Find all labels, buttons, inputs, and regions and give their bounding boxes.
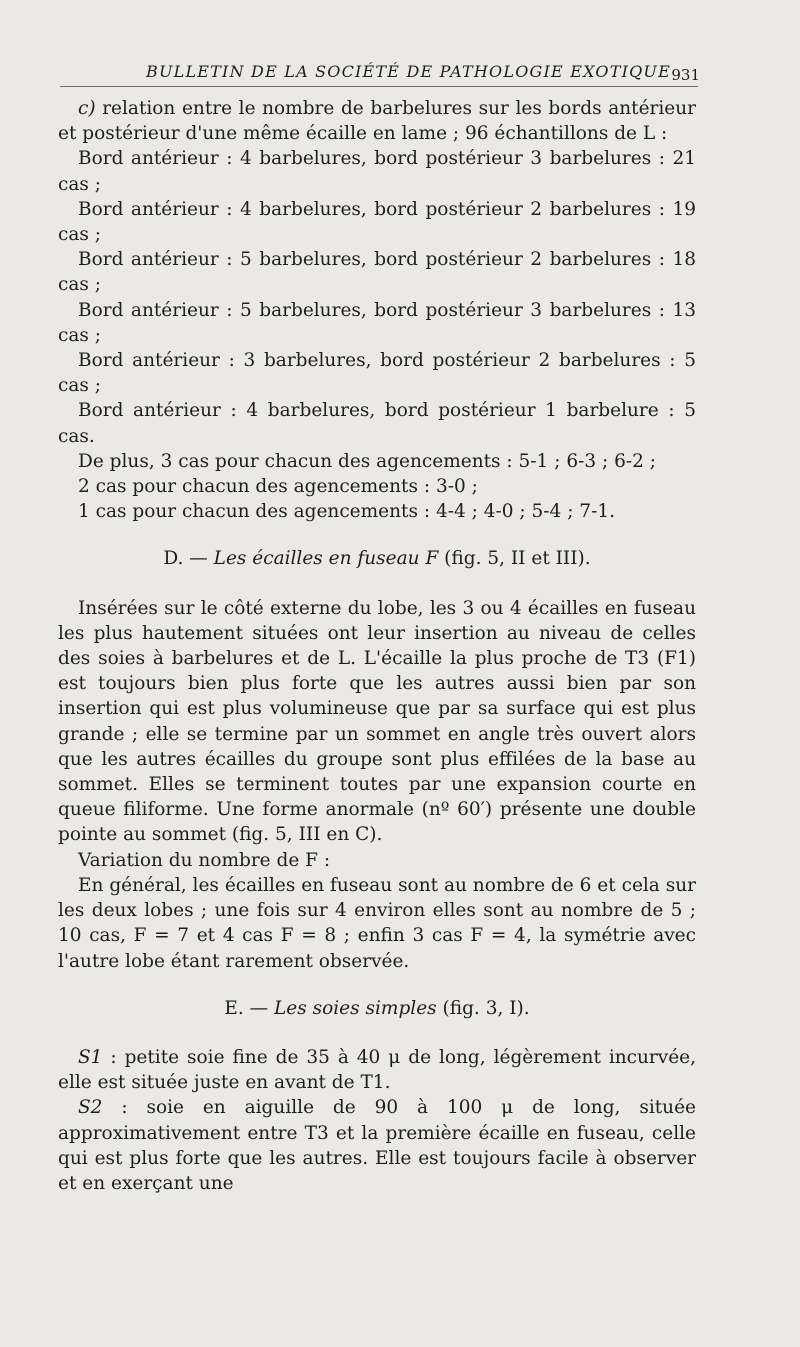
- section-d-heading: D. — Les écailles en fuseau F (fig. 5, II et III).: [163, 548, 591, 570]
- section-d-paragraph-2: Variation du nombre de F :: [78, 849, 331, 871]
- bord-line: Bord antérieur : 5 barbelures, bord postérieur 2 barbelures : 18 cas ;: [58, 249, 696, 296]
- intro-text: relation entre le nombre de barbelures sur les bords antérieur et postérieur d'une même écaille en lame ; 96 échantillons de L :: [58, 98, 696, 145]
- s1-paragraph: S1 : petite soie fine de 35 à 40 μ de long, légèrement incurvée, elle est située juste en avant de T1.: [58, 1046, 696, 1094]
- section-d-paragraph-1: Insérées sur le côté externe du lobe, les 3 ou 4 écailles en fuseau les plus hautement situées ont leur insertion au niveau de celles des soies à barbelures et de L. L'écaille la plus proche de T3 (F1) est toujours bien plus forte que les autres aussi bien par son insertion qui est plus volumineuse que par sa surface qui est plus grande ; elle se termine par un sommet en angle très ouvert alors que les autres écailles du groupe sont plus effilées de la base au sommet. Elles se terminent toutes par une expansion courte en queue filiforme. Une forme anormale (nº 60′) présente une double pointe au sommet (fig. 5, III en C).: [58, 597, 696, 846]
- page-number: 931: [671, 66, 700, 84]
- running-title: BULLETIN DE LA SOCIÉTÉ DE PATHOLOGIE EXOTIQUE: [146, 62, 671, 81]
- extra-line: 2 cas pour chacun des agencements : 3-0 ;: [78, 476, 478, 498]
- bord-line: Bord antérieur : 4 barbelures, bord postérieur 1 barbelure : 5 cas.: [58, 400, 696, 447]
- bord-line: Bord antérieur : 3 barbelures, bord postérieur 2 barbelures : 5 cas ;: [58, 350, 696, 397]
- page-header: [60, 56, 698, 87]
- s1-label: S1: [78, 1046, 103, 1068]
- section-e-title: Les soies simples: [274, 997, 437, 1019]
- article-body: [58, 96, 696, 1196]
- section-d-paragraph-3: En général, les écailles en fuseau sont au nombre de 6 et cela sur les deux lobes ; une fois sur 4 environ elles sont au nombre de 5 ; 10 cas, F = 7 et 4 cas F = 8 ; enfin 3 cas F = 4, la symétrie avec l'autre lobe étant rarement observée.: [58, 874, 696, 972]
- bord-line: Bord antérieur : 4 barbelures, bord postérieur 3 barbelures : 21 cas ;: [58, 148, 696, 195]
- extra-line: De plus, 3 cas pour chacun des agencements : 5-1 ; 6-3 ; 6-2 ;: [78, 450, 657, 472]
- section-d-title: Les écailles en fuseau F: [213, 548, 439, 570]
- extra-line: 1 cas pour chacun des agencements : 4-4 ; 4-0 ; 5-4 ; 7-1.: [78, 501, 615, 523]
- bord-line: Bord antérieur : 4 barbelures, bord postérieur 2 barbelures : 19 cas ;: [58, 198, 696, 246]
- intro-paragraph: [58, 96, 696, 146]
- section-e-heading: E. — Les soies simples (fig. 3, I).: [224, 997, 530, 1019]
- bord-line: Bord antérieur : 5 barbelures, bord postérieur 3 barbelures : 13 cas ;: [58, 299, 696, 346]
- intro-label: c): [78, 98, 96, 119]
- s2-label: S2: [78, 1097, 103, 1119]
- s2-paragraph: S2 : soie en aiguille de 90 à 100 μ de long, située approximativement entre T3 et la première écaille en fuseau, celle qui est plus forte que les autres. Elle est toujours facile à observer et en exerçant une: [58, 1097, 696, 1194]
